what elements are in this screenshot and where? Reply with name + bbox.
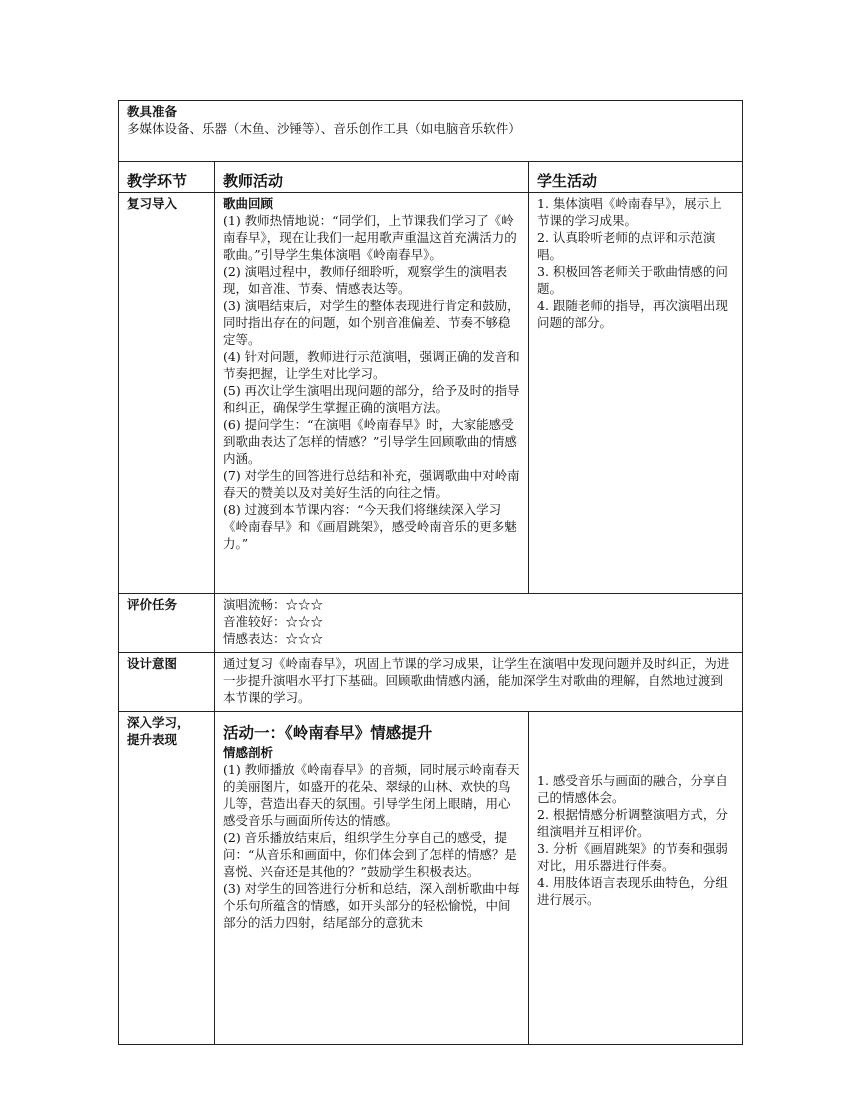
deep-teacher-item: (1) 教师播放《岭南春早》的音频，同时展示岭南春天的美丽图片，如盛开的花朵、翠绿的山林、欢快的鸟儿等，营造出春天的氛围。引导学生闭上眼睛，用心感受音乐与画面所传达的情感。 bbox=[223, 762, 520, 828]
design-stage-label: 设计意图 bbox=[119, 653, 215, 712]
review-teacher-item: (5) 再次让学生演唱出现问题的部分，给予及时的指导和纠正，确保学生掌握正确的演唱方法。 bbox=[223, 383, 520, 415]
design-content: 通过复习《岭南春早》，巩固上节课的学习成果，让学生在演唱中发现问题并及时纠正，为进一步提升演唱水平打下基础。回顾歌曲情感内涵，能加深学生对歌曲的理解，自然地过渡到本节课的学习。 bbox=[223, 656, 730, 705]
deep-stage-line: 提升表现 bbox=[127, 732, 178, 747]
review-student-item: 4. 跟随老师的指导，再次演唱出现问题的部分。 bbox=[537, 298, 728, 330]
header-student: 学生活动 bbox=[529, 162, 743, 193]
evaluation-item: 情感表达：☆☆☆ bbox=[223, 631, 324, 646]
evaluation-stage-label: 评价任务 bbox=[119, 594, 215, 653]
deep-student-cell bbox=[529, 712, 743, 1045]
preparation-cell bbox=[119, 101, 743, 162]
review-student-item: 2. 认真聆听老师的点评和示范演唱。 bbox=[537, 230, 716, 262]
review-teacher-item: (6) 提问学生：“在演唱《岭南春早》时，大家能感受到歌曲表达了怎样的情感？”引导学生回顾歌曲的情感内涵。 bbox=[223, 417, 517, 466]
design-row bbox=[119, 653, 743, 712]
preparation-row bbox=[119, 101, 743, 162]
deep-stage-line: 深入学习， bbox=[127, 715, 190, 730]
evaluation-item: 演唱流畅：☆☆☆ bbox=[223, 597, 324, 612]
preparation-content: 多媒体设备、乐器（木鱼、沙锤等）、音乐创作工具（如电脑音乐软件） bbox=[127, 121, 521, 136]
lesson-plan-table bbox=[118, 100, 743, 1045]
review-student-cell bbox=[529, 193, 743, 594]
deep-teacher-title: 情感剖析 bbox=[223, 745, 274, 760]
deep-student-item: 4. 用肢体语言表现乐曲特色，分组进行展示。 bbox=[537, 875, 728, 907]
review-teacher-cell bbox=[215, 193, 529, 594]
design-cell bbox=[215, 653, 743, 712]
header-teacher: 教师活动 bbox=[215, 162, 529, 193]
review-stage-label: 复习导入 bbox=[119, 193, 215, 594]
review-teacher-item: (1) 教师热情地说：“同学们，上节课我们学习了《岭南春早》，现在让我们一起用歌声重温这首充满活力的歌曲。”引导学生集体演唱《岭南春早》。 bbox=[223, 213, 517, 262]
review-student-item: 1. 集体演唱《岭南春早》，展示上节课的学习成果。 bbox=[537, 196, 722, 228]
deep-teacher-item: (3) 对学生的回答进行分析和总结，深入剖析歌曲中每个乐句所蕴含的情感，如开头部分的轻松愉悦，中间部分的活力四射，结尾部分的意犹未 bbox=[223, 881, 520, 930]
deep-student-item: 3. 分析《画眉跳架》的节奏和强弱对比，用乐器进行伴奏。 bbox=[537, 841, 728, 873]
deep-student-item: 1. 感受音乐与画面的融合，分享自己的情感体会。 bbox=[537, 773, 728, 805]
deep-student-item: 2. 根据情感分析调整演唱方式，分组演唱并互相评价。 bbox=[537, 807, 728, 839]
review-teacher-title: 歌曲回顾 bbox=[223, 196, 274, 211]
preparation-title: 教具准备 bbox=[127, 104, 178, 119]
deep-learning-row bbox=[119, 712, 743, 1045]
header-row bbox=[119, 162, 743, 193]
deep-teacher-item: (2) 音乐播放结束后，组织学生分享自己的感受，提问：“从音乐和画面中，你们体会到了怎样的情感？是喜悦、兴奋还是其他的？”鼓励学生积极表达。 bbox=[223, 830, 517, 879]
review-teacher-item: (7) 对学生的回答进行总结和补充，强调歌曲中对岭南春天的赞美以及对美好生活的向往之情。 bbox=[223, 468, 520, 500]
evaluation-row bbox=[119, 594, 743, 653]
review-teacher-item: (8) 过渡到本节课内容：“今天我们将继续深入学习《岭南春早》和《画眉跳架》，感受岭南音乐的更多魅力。” bbox=[223, 502, 517, 551]
evaluation-cell bbox=[215, 594, 743, 653]
deep-teacher-cell bbox=[215, 712, 529, 1045]
evaluation-item: 音准较好：☆☆☆ bbox=[223, 614, 324, 629]
review-student-item: 3. 积极回答老师关于歌曲情感的问题。 bbox=[537, 264, 728, 296]
header-stage: 教学环节 bbox=[119, 162, 215, 193]
review-teacher-item: (4) 针对问题，教师进行示范演唱，强调正确的发音和节奏把握，让学生对比学习。 bbox=[223, 349, 520, 381]
review-row bbox=[119, 193, 743, 594]
activity-title: 活动一：《岭南春早》情感提升 bbox=[223, 724, 433, 742]
review-teacher-item: (3) 演唱结束后，对学生的整体表现进行肯定和鼓励，同时指出存在的问题，如个别音准偏差、节奏不够稳定等。 bbox=[223, 298, 520, 347]
review-teacher-item: (2) 演唱过程中，教师仔细聆听，观察学生的演唱表现，如音准、节奏、情感表达等。 bbox=[223, 264, 508, 296]
deep-stage-label bbox=[119, 712, 215, 1045]
